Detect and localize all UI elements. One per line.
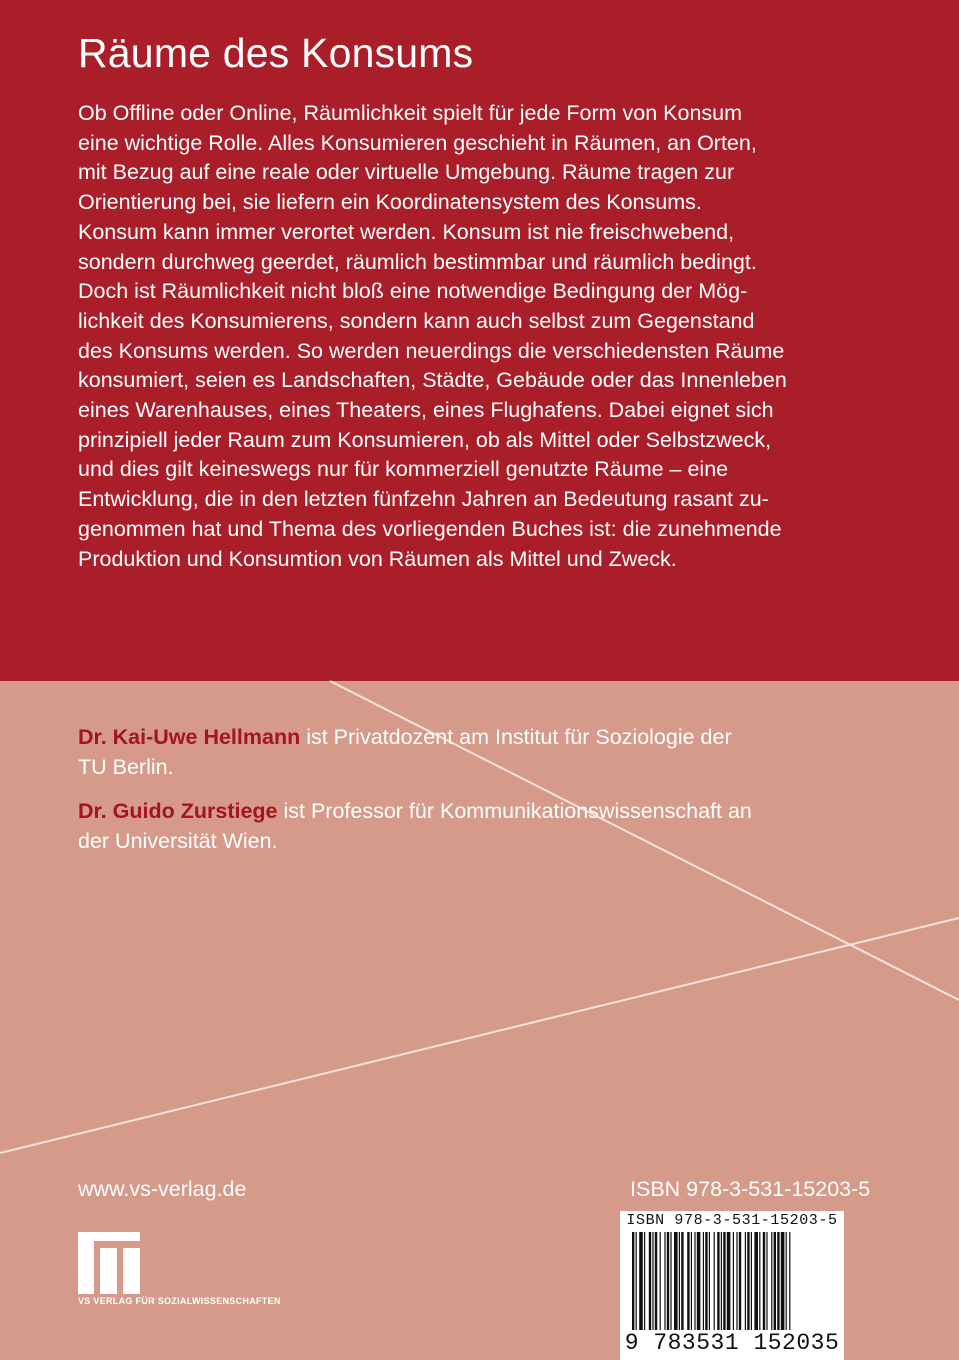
- blurb-line: Ob Offline oder Online, Räumlichkeit spielt für jede Form von Konsum: [78, 101, 743, 125]
- barcode-bar: [745, 1232, 746, 1340]
- barcode-bar: [751, 1232, 752, 1340]
- publisher-url[interactable]: www.vs-verlag.de: [78, 1177, 247, 1201]
- barcode-digits: 9 783531 152035: [620, 1330, 844, 1356]
- barcode-bar: [644, 1232, 645, 1340]
- blurb-line: und dies gilt keineswegs nur für kommerziell genutzte Räume – eine: [78, 457, 729, 482]
- barcode-bar: [639, 1232, 643, 1340]
- barcode-bar: [727, 1232, 731, 1340]
- author-bio-text: ist Privatdozent am Institut für Soziologie der: [300, 725, 732, 749]
- isbn-barcode: [620, 1211, 844, 1360]
- barcode-bar: [655, 1232, 657, 1340]
- barcode-bar: [789, 1232, 790, 1340]
- barcode-bar: [649, 1232, 651, 1340]
- author-name: Dr. Guido Zurstiege: [78, 799, 278, 823]
- blurb-line: Entwicklung, die in den letzten fünfzehn Jahren an Bedeutung rasant zu-: [78, 487, 769, 512]
- author-bio-hellmann: [78, 723, 878, 782]
- barcode-bar: [705, 1232, 707, 1340]
- barcode-bar: [754, 1232, 758, 1340]
- barcode-bar: [691, 1232, 692, 1340]
- blurb-line: prinzipiell jeder Raum zum Konsumieren, ob als Mittel oder Selbstzweck,: [78, 427, 772, 452]
- isbn-label: ISBN 978-3-531-15203-5: [630, 1177, 871, 1201]
- publisher-logo-caption: VS VERLAG FÜR SOZIALWISSENSCHAFTEN: [78, 1296, 281, 1306]
- blurb-line: genommen hat und Thema des vorliegenden Buches ist: die zunehmende: [78, 516, 782, 541]
- barcode-bar: [632, 1232, 634, 1340]
- barcode-bar: [763, 1232, 765, 1340]
- barcode-bar: [781, 1232, 785, 1340]
- blurb-line: eines Warenhauses, eines Theaters, eines Flughafens. Dabei eignet sich: [78, 398, 774, 423]
- barcode-bar: [733, 1232, 734, 1340]
- barcode-bar: [766, 1232, 767, 1340]
- barcode-bar: [721, 1232, 722, 1340]
- barcode-bar: [714, 1232, 715, 1340]
- author-bio-text: der Universität Wien.: [78, 828, 278, 853]
- blurb-line: mit Bezug auf eine reale oder virtuelle Umgebung. Räume tragen zur: [78, 160, 735, 185]
- barcode-bar: [703, 1232, 704, 1340]
- author-bio-text: ist Professor für Kommunikationswissenschaft an: [277, 799, 752, 823]
- barcode-bar: [636, 1232, 637, 1340]
- barcode-bar: [786, 1232, 787, 1340]
- barcode-bar: [736, 1232, 737, 1340]
- barcode-bar: [747, 1232, 749, 1340]
- diagonal-line-lower: [0, 918, 959, 1153]
- barcode-bar: [660, 1232, 661, 1340]
- blurb-line: eine wichtige Rolle. Alles Konsumieren geschieht in Räumen, an Orten,: [78, 130, 757, 155]
- blurb-line: Doch ist Räumlichkeit nicht bloß eine notwendige Bedingung der Mög-: [78, 279, 748, 304]
- author-name: Dr. Kai-Uwe Hellmann: [78, 725, 301, 749]
- barcode-bar: [679, 1232, 680, 1340]
- barcode-bar: [687, 1232, 689, 1340]
- blurb-line: sondern durchweg geerdet, räumlich bestimmbar und räumlich bedingt.: [78, 249, 757, 274]
- blurb-line: Orientierung bei, sie liefern ein Koordinatensystem des Konsums.: [78, 190, 702, 215]
- barcode-icon: [630, 1232, 834, 1340]
- barcode-isbn-text: ISBN 978-3-531-15203-5: [626, 1212, 838, 1229]
- barcode-bar: [694, 1232, 695, 1340]
- book-title: Räume des Konsums: [78, 30, 474, 76]
- barcode-bar: [759, 1232, 760, 1340]
- blurb-line: Konsum kann immer verortet werden. Konsum ist nie freischwebend,: [78, 219, 735, 244]
- barcode-bar: [709, 1232, 710, 1340]
- barcode-bar: [652, 1232, 653, 1340]
- barcode-bar: [664, 1232, 665, 1340]
- vs-verlag-logo-icon: [78, 1232, 140, 1294]
- barcode-bar: [774, 1232, 776, 1340]
- barcode-bar: [667, 1232, 669, 1340]
- blurb-line: Produktion und Konsumtion von Räumen als Mittel und Zweck.: [78, 546, 677, 571]
- blurb-line: lichkeit des Konsumierens, sondern kann auch selbst zum Gegenstand: [78, 308, 755, 333]
- barcode-bar: [777, 1232, 779, 1340]
- barcode-bar: [717, 1232, 719, 1340]
- blurb-line: konsumiert, seien es Landschaften, Städte, Gebäude oder das Innenleben: [78, 368, 787, 393]
- author-bio-zurstiege: [78, 797, 878, 856]
- blurb-line: des Konsums werden. So werden neuerdings die verschiedensten Räume: [78, 338, 785, 363]
- barcode-bar: [674, 1232, 678, 1340]
- author-bio-text: TU Berlin.: [78, 754, 174, 779]
- barcode-bar: [681, 1232, 683, 1340]
- barcode-bar: [771, 1232, 772, 1340]
- barcode-bar: [670, 1232, 671, 1340]
- barcode-bar: [723, 1232, 725, 1340]
- barcode-bar: [739, 1232, 741, 1340]
- barcode-bar: [697, 1232, 701, 1340]
